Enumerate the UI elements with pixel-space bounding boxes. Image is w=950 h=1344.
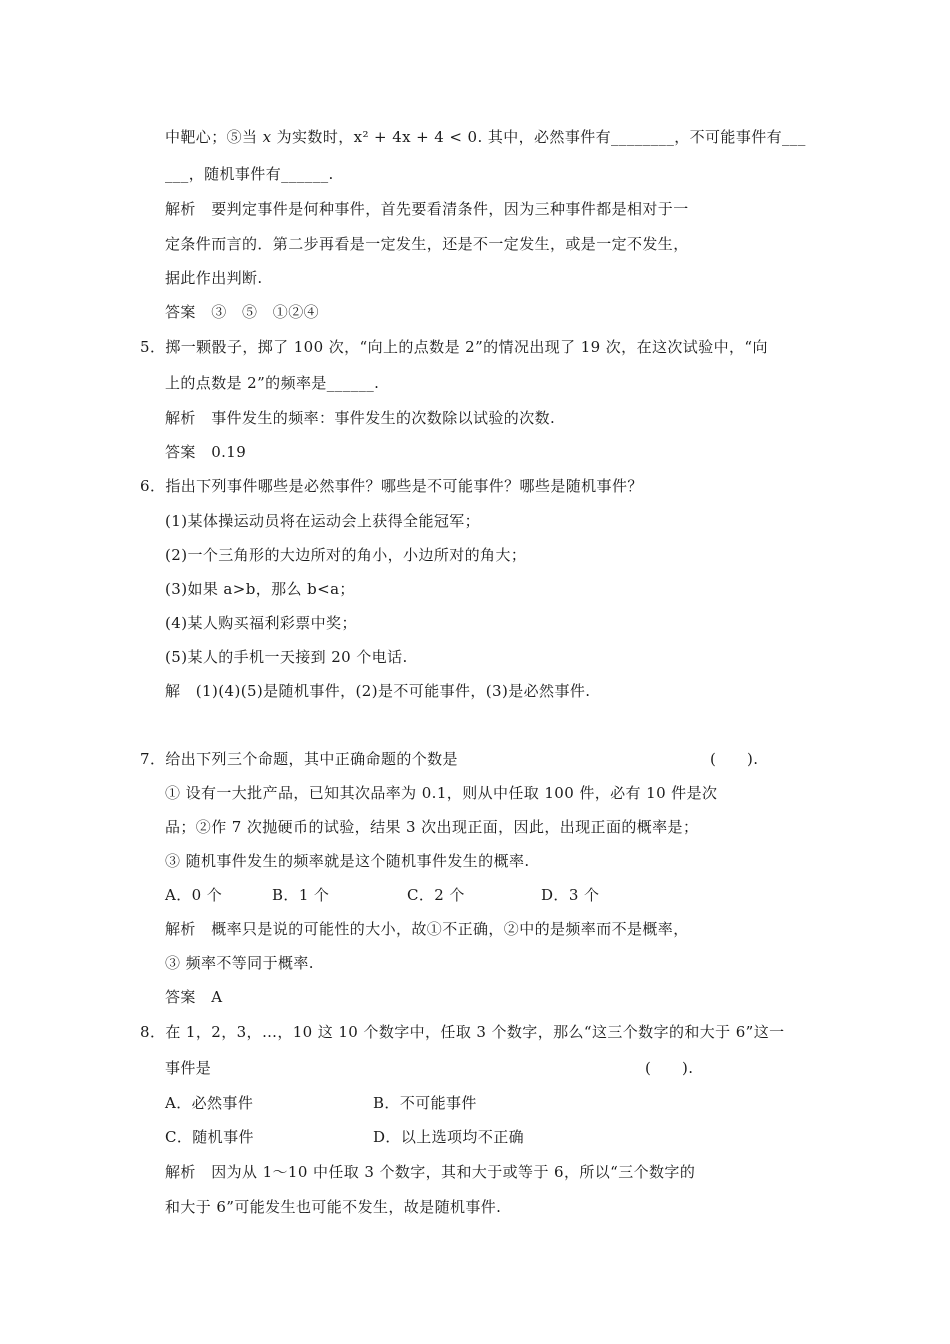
q5-stem-line-2: 上的点数是 2”的频率是______. (165, 374, 380, 392)
q7-analysis-line-2: ③ 频率不等同于概率. (165, 954, 314, 972)
q6-solution: 解 (1)(4)(5)是随机事件，(2)是不可能事件，(3)是必然事件. (165, 682, 591, 700)
q5-answer: 答案 0.19 (165, 443, 247, 461)
q5-stem-line-1: 5．掷一颗骰子，掷了 100 次，“向上的点数是 2”的情况出现了 19 次，在这次试验中，“向 (140, 338, 768, 356)
q7-statement-line-2: 品；②作 7 次抛硬币的试验，结果 3 次出现正面，因此，出现正面的概率是； (165, 818, 699, 836)
q8-option-d: D．以上选项均不正确 (373, 1128, 525, 1146)
q6-item-4: (4)某人购买福利彩票中奖； (165, 614, 357, 632)
q8-analysis-line-1: 解析 因为从 1～10 中任取 3 个数字，其和大于或等于 6，所以“三个数字的 (165, 1163, 696, 1181)
q7-stem: 7．给出下列三个命题，其中正确命题的个数是 (140, 750, 458, 768)
q7-answer: 答案 A (165, 988, 223, 1006)
q5-analysis: 解析 事件发生的频率：事件发生的次数除以试验的次数. (165, 409, 556, 427)
q7-option-d: D．3 个 (541, 886, 600, 904)
q6-item-2: (2)一个三角形的大边所对的角小，小边所对的角大； (165, 546, 527, 564)
q8-answer-paren: ( ). (645, 1059, 694, 1077)
q7-option-a: A．0 个 (165, 886, 223, 904)
q8-stem-line-2: 事件是 (165, 1059, 212, 1077)
q8-option-a: A．必然事件 (165, 1094, 254, 1112)
q7-statement-line-1: ① 设有一大批产品，已知其次品率为 0.1，则从中任取 100 件，必有 10 件是次 (165, 784, 718, 802)
q4-answer: 答案 ③ ⑤ ①②④ (165, 303, 320, 321)
q7-answer-paren: ( ). (710, 750, 759, 768)
q4-analysis-line-2: 定条件而言的．第二步再看是一定发生，还是不一定发生，或是一定不发生， (165, 235, 689, 253)
q8-stem-line-1: 8．在 1，2，3，…，10 这 10 个数字中，任取 3 个数字，那么“这三个数字的和大于 6”这一 (140, 1023, 785, 1041)
q6-stem: 6．指出下列事件哪些是必然事件？哪些是不可能事件？哪些是随机事件？ (140, 477, 643, 495)
q7-option-c: C．2 个 (407, 886, 465, 904)
q8-option-c: C．随机事件 (165, 1128, 254, 1146)
q6-item-3: (3)如果 a>b，那么 b<a； (165, 580, 355, 598)
q4-analysis-line-1: 解析 要判定事件是何种事件，首先要看清条件，因为三种事件都是相对于一 (165, 200, 689, 218)
q6-item-1: (1)某体操运动员将在运动会上获得全能冠军； (165, 512, 481, 530)
q6-item-5: (5)某人的手机一天接到 20 个电话. (165, 648, 408, 666)
q7-statement-line-3: ③ 随机事件发生的频率就是这个随机事件发生的概率. (165, 852, 530, 870)
q4-continuation-line-2: ___，随机事件有______. (165, 165, 334, 183)
q4-continuation-line-1: 中靶心；⑤当 x 为实数时，x² + 4x + 4 < 0. 其中，必然事件有________，不可能事件有___ (165, 128, 806, 146)
q8-analysis-line-2: 和大于 6”可能发生也可能不发生，故是随机事件. (165, 1198, 502, 1216)
q8-option-b: B．不可能事件 (373, 1094, 477, 1112)
q7-option-b: B．1 个 (272, 886, 330, 904)
q7-analysis-line-1: 解析 概率只是说的可能性的大小，故①不正确，②中的是频率而不是概率， (165, 920, 689, 938)
q4-analysis-line-3: 据此作出判断. (165, 269, 263, 287)
